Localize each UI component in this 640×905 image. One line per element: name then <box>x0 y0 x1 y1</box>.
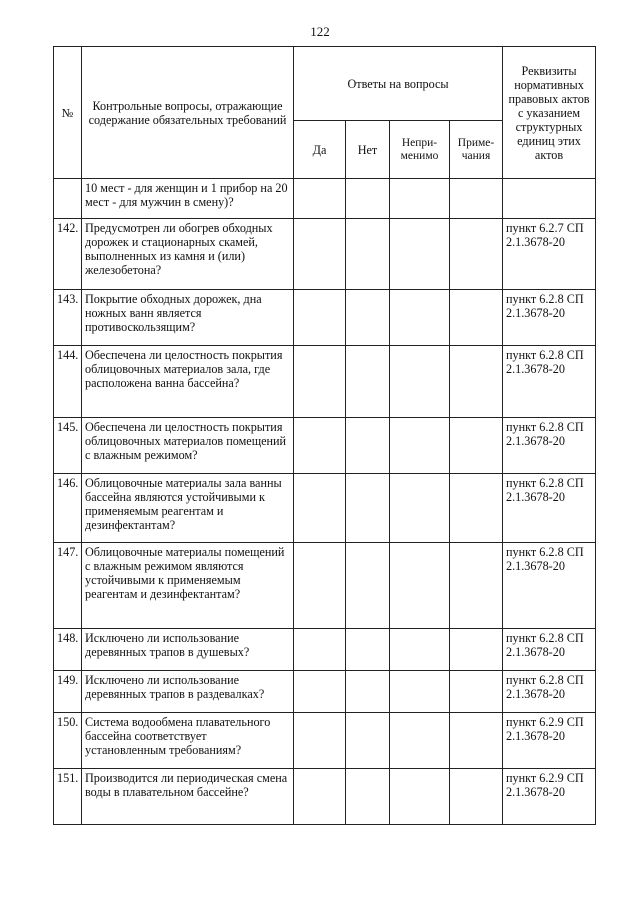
answer-notes-cell[interactable] <box>450 346 503 418</box>
answer-notes-cell[interactable] <box>450 179 503 219</box>
row-number: 149. <box>54 671 82 713</box>
header-question: Контрольные вопросы, отражающие содержание обязательных требований <box>82 47 294 179</box>
answer-no-cell[interactable] <box>346 769 390 825</box>
answer-not-applicable-cell[interactable] <box>390 629 450 671</box>
answer-no-cell[interactable] <box>346 219 390 290</box>
answer-yes-cell[interactable] <box>294 769 346 825</box>
answer-notes-cell[interactable] <box>450 418 503 474</box>
answer-not-applicable-cell[interactable] <box>390 543 450 629</box>
row-number: 146. <box>54 474 82 543</box>
row-question: 10 мест - для женщин и 1 прибор на 20 мест - для мужчин в смену)? <box>82 179 294 219</box>
row-requisites <box>503 179 596 219</box>
answer-no-cell[interactable] <box>346 179 390 219</box>
header-requisites: Реквизиты нормативных правовых актов с указанием структурных единиц этих актов <box>503 47 596 179</box>
row-question: Обеспечена ли целостность покрытия облицовочных материалов помещений с влажным режимом? <box>82 418 294 474</box>
answer-yes-cell[interactable] <box>294 671 346 713</box>
row-question: Исключено ли использование деревянных трапов в раздевалках? <box>82 671 294 713</box>
answer-not-applicable-cell[interactable] <box>390 179 450 219</box>
header-yes: Да <box>294 121 346 179</box>
answer-yes-cell[interactable] <box>294 418 346 474</box>
answer-yes-cell[interactable] <box>294 290 346 346</box>
answer-not-applicable-cell[interactable] <box>390 418 450 474</box>
row-number: 151. <box>54 769 82 825</box>
answer-not-applicable-cell[interactable] <box>390 346 450 418</box>
header-no: Нет <box>346 121 390 179</box>
answer-not-applicable-cell[interactable] <box>390 671 450 713</box>
table-row <box>54 713 596 769</box>
row-requisites: пункт 6.2.8 СП 2.1.3678-20 <box>503 543 596 629</box>
row-question: Производится ли периодическая смена воды в плавательном бассейне? <box>82 769 294 825</box>
answer-notes-cell[interactable] <box>450 474 503 543</box>
row-number: 144. <box>54 346 82 418</box>
answer-yes-cell[interactable] <box>294 629 346 671</box>
answer-no-cell[interactable] <box>346 671 390 713</box>
table-row <box>54 629 596 671</box>
row-question: Покрытие обходных дорожек, дна ножных ванн является противоскользящим? <box>82 290 294 346</box>
row-requisites: пункт 6.2.9 СП 2.1.3678-20 <box>503 769 596 825</box>
page-number: 122 <box>310 24 330 39</box>
row-number: 147. <box>54 543 82 629</box>
answer-notes-cell[interactable] <box>450 671 503 713</box>
table-row <box>54 671 596 713</box>
answer-no-cell[interactable] <box>346 629 390 671</box>
row-question: Облицовочные материалы зала ванны бассейна являются устойчивыми к применяемым реагентам и дезинфектантам? <box>82 474 294 543</box>
header-answers: Ответы на вопросы <box>294 47 503 121</box>
table-row <box>54 474 596 543</box>
row-requisites: пункт 6.2.8 СП 2.1.3678-20 <box>503 418 596 474</box>
answer-not-applicable-cell[interactable] <box>390 219 450 290</box>
answer-yes-cell[interactable] <box>294 179 346 219</box>
answer-yes-cell[interactable] <box>294 474 346 543</box>
answer-yes-cell[interactable] <box>294 219 346 290</box>
answer-no-cell[interactable] <box>346 474 390 543</box>
answer-no-cell[interactable] <box>346 418 390 474</box>
row-requisites: пункт 6.2.8 СП 2.1.3678-20 <box>503 474 596 543</box>
answer-no-cell[interactable] <box>346 290 390 346</box>
answer-notes-cell[interactable] <box>450 290 503 346</box>
answer-not-applicable-cell[interactable] <box>390 474 450 543</box>
row-number: 142. <box>54 219 82 290</box>
row-requisites: пункт 6.2.8 СП 2.1.3678-20 <box>503 346 596 418</box>
answer-notes-cell[interactable] <box>450 629 503 671</box>
answer-no-cell[interactable] <box>346 346 390 418</box>
table-row <box>54 418 596 474</box>
table-row <box>54 219 596 290</box>
answer-yes-cell[interactable] <box>294 713 346 769</box>
row-number: 143. <box>54 290 82 346</box>
answer-yes-cell[interactable] <box>294 346 346 418</box>
table-row <box>54 543 596 629</box>
header-not-applicable: Непри-менимо <box>390 121 450 179</box>
answer-not-applicable-cell[interactable] <box>390 290 450 346</box>
table-row <box>54 179 596 219</box>
row-number: 145. <box>54 418 82 474</box>
row-number: 150. <box>54 713 82 769</box>
table-row <box>54 290 596 346</box>
answer-notes-cell[interactable] <box>450 543 503 629</box>
header-notes: Приме-чания <box>450 121 503 179</box>
row-number: 148. <box>54 629 82 671</box>
row-requisites: пункт 6.2.8 СП 2.1.3678-20 <box>503 290 596 346</box>
answer-not-applicable-cell[interactable] <box>390 713 450 769</box>
checklist-table <box>53 46 596 825</box>
answer-no-cell[interactable] <box>346 713 390 769</box>
header-num: № <box>54 47 82 179</box>
answer-notes-cell[interactable] <box>450 219 503 290</box>
answer-no-cell[interactable] <box>346 543 390 629</box>
answer-notes-cell[interactable] <box>450 769 503 825</box>
row-question: Обеспечена ли целостность покрытия облицовочных материалов зала, где расположена ванна бассейна? <box>82 346 294 418</box>
row-requisites: пункт 6.2.8 СП 2.1.3678-20 <box>503 629 596 671</box>
row-question: Система водообмена плавательного бассейна соответствует установленным требованиям? <box>82 713 294 769</box>
row-question: Облицовочные материалы помещений с влажным режимом являются устойчивыми к применяемым реагентам и дезинфектантам? <box>82 543 294 629</box>
row-requisites: пункт 6.2.8 СП 2.1.3678-20 <box>503 671 596 713</box>
row-requisites: пункт 6.2.9 СП 2.1.3678-20 <box>503 713 596 769</box>
row-question: Предусмотрен ли обогрев обходных дорожек и стационарных скамей, выполненных из камня и (или) железобетона? <box>82 219 294 290</box>
row-number <box>54 179 82 219</box>
answer-yes-cell[interactable] <box>294 543 346 629</box>
row-question: Исключено ли использование деревянных трапов в душевых? <box>82 629 294 671</box>
table-row <box>54 346 596 418</box>
answer-notes-cell[interactable] <box>450 713 503 769</box>
table-row <box>54 769 596 825</box>
row-requisites: пункт 6.2.7 СП 2.1.3678-20 <box>503 219 596 290</box>
answer-not-applicable-cell[interactable] <box>390 769 450 825</box>
